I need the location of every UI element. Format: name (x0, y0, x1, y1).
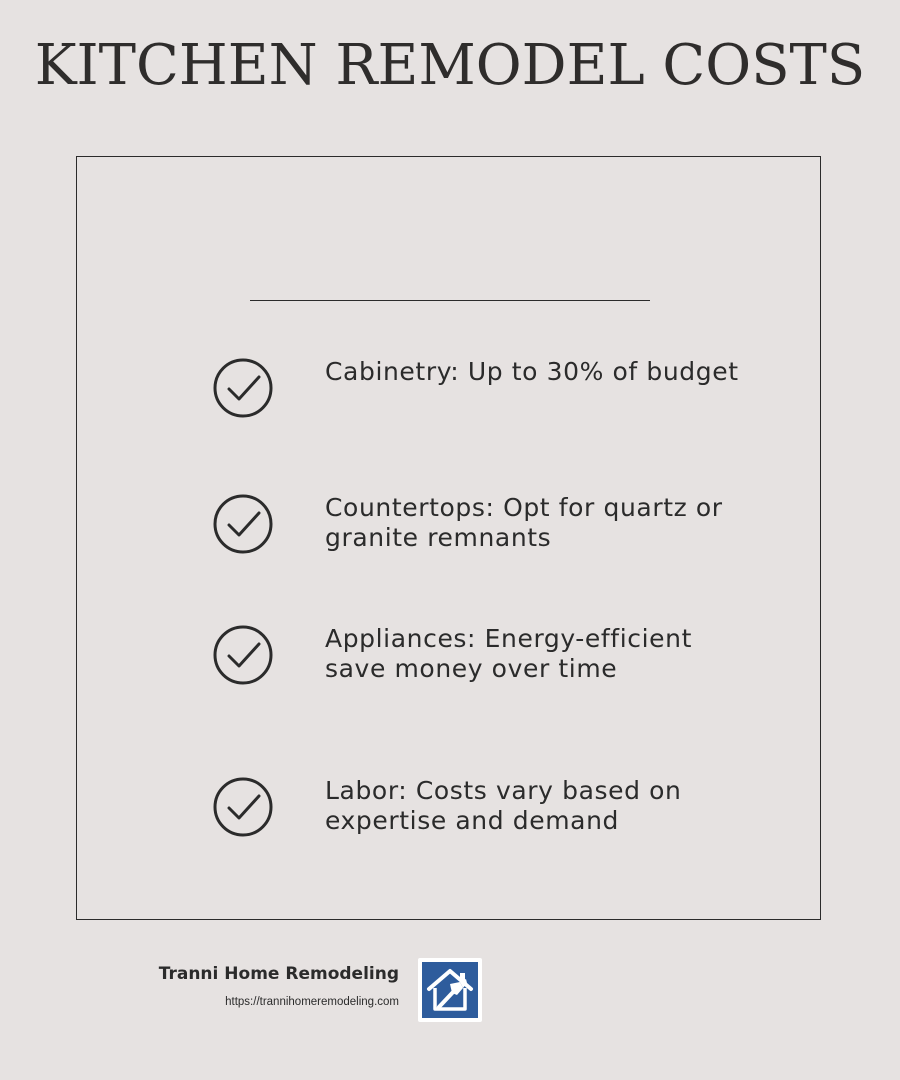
check-circle-icon (212, 624, 274, 686)
divider (250, 300, 650, 301)
list-item (212, 493, 732, 557)
list-item-text: Cabinetry: Up to 30% of budget (325, 357, 739, 386)
list-item-text: Labor: Costs vary based on expertise and demand (325, 776, 682, 835)
check-circle-icon (212, 493, 274, 555)
brand-name: Tranni Home Remodeling (158, 964, 399, 984)
check-circle-icon (212, 357, 274, 419)
page-title: KITCHEN REMODEL COSTS (34, 33, 866, 98)
brand-logo[interactable] (418, 958, 482, 1022)
list-item-text: Countertops: Opt for quartz or granite remnants (325, 493, 723, 552)
list-item (212, 776, 732, 840)
list-item (212, 357, 739, 421)
house-hammer-icon (422, 962, 478, 1018)
check-circle-icon (212, 776, 274, 838)
list-item-text: Appliances: Energy-efficient save money over time (325, 624, 692, 683)
brand-url[interactable]: https://trannihomeremodeling.com (225, 996, 399, 1008)
list-item (212, 624, 732, 688)
